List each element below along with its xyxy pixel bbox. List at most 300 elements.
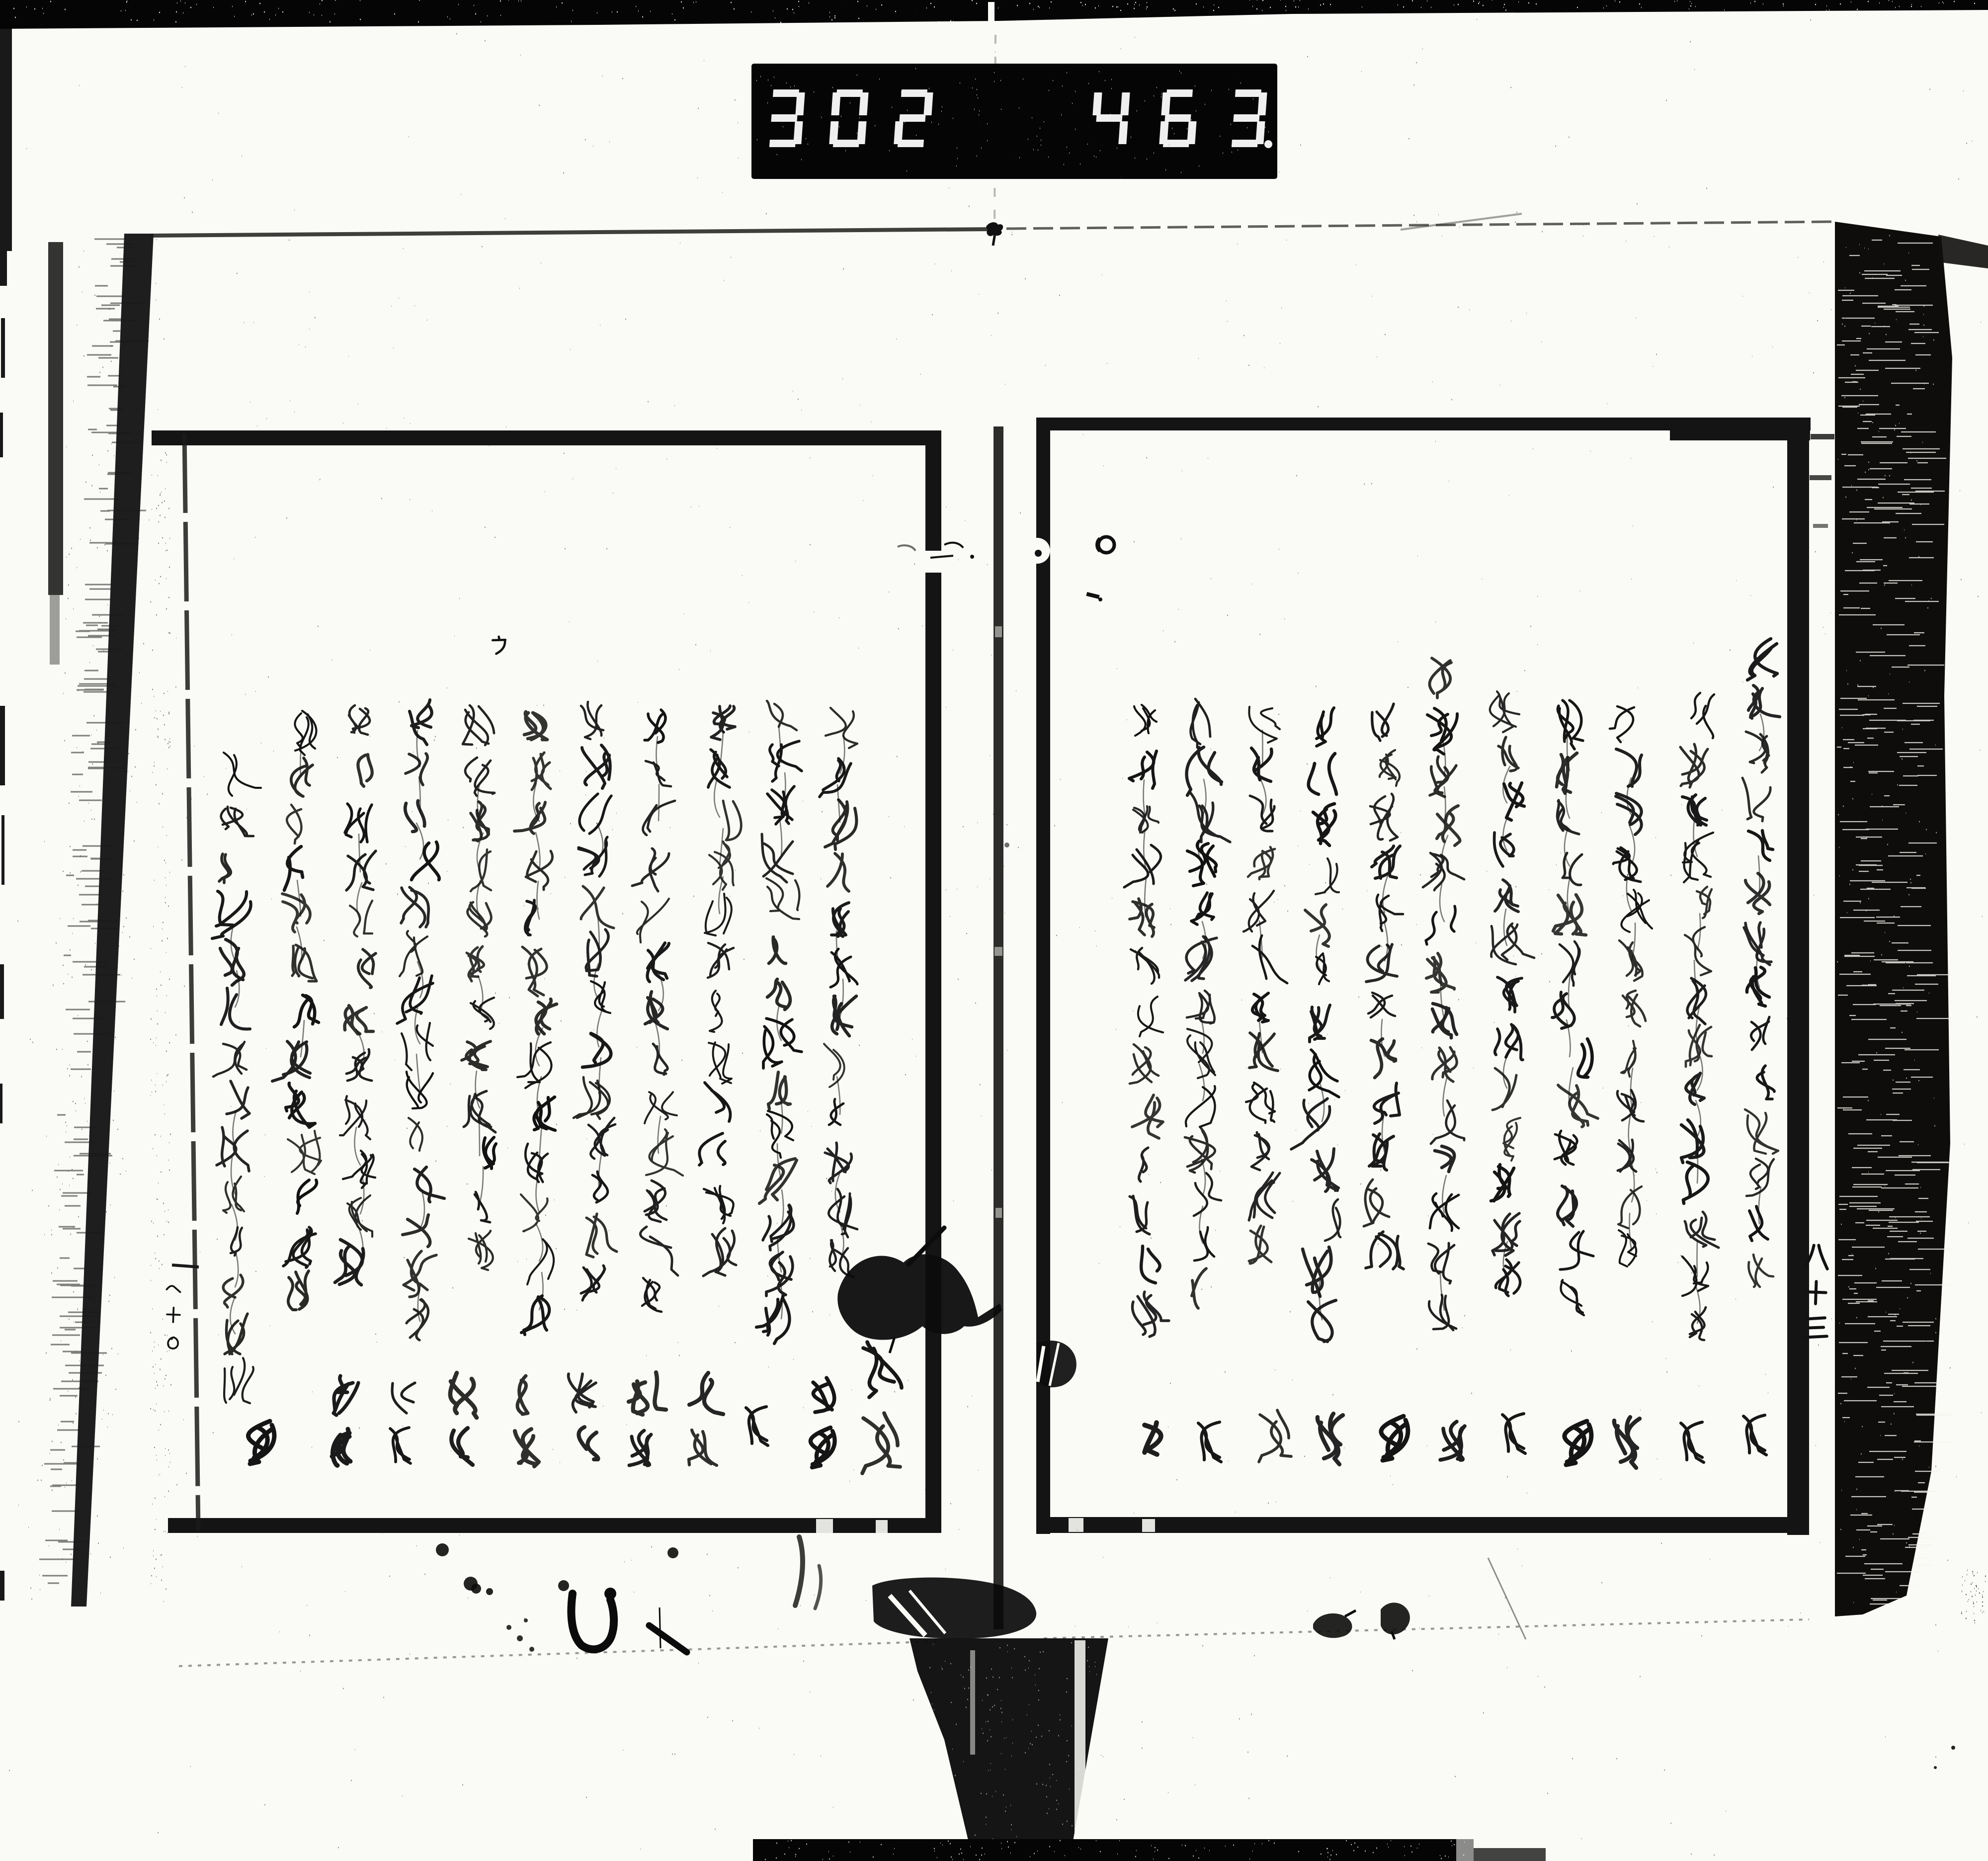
corner-dribble — [795, 1537, 803, 1606]
book-fore-edge-texture — [1835, 222, 1988, 1616]
digit-segment — [1096, 114, 1122, 122]
digit-segment — [1164, 114, 1191, 122]
calligraphy-character — [1747, 967, 1769, 1006]
calligraphy-character — [1495, 880, 1518, 912]
left-edge-strip — [1, 815, 4, 885]
calligraphy-character — [213, 1042, 247, 1077]
calligraphy-character — [1249, 1226, 1271, 1264]
calligraphy-character — [1243, 891, 1274, 931]
calligraphy-character — [1132, 1095, 1163, 1138]
calligraphy-character — [409, 1118, 422, 1151]
calligraphy-character — [350, 901, 372, 936]
calligraphy-character — [1685, 927, 1711, 975]
calligraphy-character — [358, 949, 376, 988]
signature-glyph — [392, 1383, 415, 1413]
calligraphy-character — [526, 851, 553, 890]
calligraphy-character — [536, 999, 557, 1034]
digit-segment — [1118, 121, 1128, 144]
calligraphy-character — [581, 886, 614, 928]
margin-scribble-character — [168, 1337, 178, 1349]
cursive-connector — [1630, 826, 1635, 863]
calligraphy-character — [646, 761, 671, 786]
signature-glyph — [746, 1407, 768, 1445]
spine-dark-bar — [71, 234, 154, 1607]
calligraphy-character — [231, 1227, 242, 1256]
calligraphy-character — [1186, 1086, 1215, 1127]
calligraphy-character — [1558, 1085, 1598, 1127]
cursive-connector — [1569, 972, 1571, 1009]
calligraphy-character — [832, 996, 856, 1036]
margin-scribble-character-stroke — [168, 1337, 178, 1349]
calligraphy-character — [1683, 1162, 1708, 1203]
calligraphy-character — [1130, 899, 1154, 936]
calligraphy-character — [534, 1097, 555, 1130]
ura-section-marker-stroke — [496, 640, 505, 654]
cursive-connector — [1199, 1064, 1204, 1100]
calligraphy-character — [221, 807, 253, 836]
margin-scribble-character-stroke — [166, 1286, 180, 1292]
calligraphy-character — [582, 745, 610, 788]
calligraphy-character — [592, 1172, 608, 1202]
calligraphy-character — [1192, 1269, 1206, 1308]
cursive-connector — [479, 1119, 480, 1156]
calligraphy-character — [1309, 754, 1336, 794]
digit-segment — [898, 140, 924, 147]
calligraphy-character — [1495, 1024, 1523, 1060]
calligraphy-character — [1687, 978, 1706, 1024]
signature-glyph — [813, 1378, 834, 1412]
calligraphy-character — [820, 759, 851, 797]
closing-signature-glyph — [862, 1413, 900, 1473]
calligraphy-character — [463, 705, 494, 745]
ink-dot — [517, 1635, 523, 1641]
calligraphy-character — [1250, 796, 1274, 831]
hairline-mark — [660, 1607, 661, 1648]
counter-decimal-dot — [1264, 140, 1272, 148]
calligraphy-character — [762, 834, 793, 882]
calligraphy-character — [1490, 691, 1519, 732]
calligraphy-character — [1316, 953, 1329, 984]
calligraphy-character — [1132, 1292, 1169, 1337]
ink-dot — [529, 1647, 534, 1652]
calligraphy-character — [648, 943, 669, 982]
calligraphy-character — [582, 1033, 611, 1067]
ink-dot — [667, 1547, 678, 1558]
frame-gap — [1142, 1519, 1155, 1532]
ink-dot — [486, 1588, 493, 1595]
calligraphy-character — [1683, 833, 1713, 882]
calligraphy-character — [221, 988, 250, 1029]
margin-scribble-character — [167, 1308, 180, 1322]
calligraphy-character — [1134, 705, 1157, 736]
calligraphy-character — [828, 853, 849, 891]
calligraphy-character — [514, 802, 545, 834]
diagonal-blot — [649, 1625, 687, 1652]
calligraphy-character — [1751, 1017, 1769, 1050]
cursive-connector — [354, 1127, 360, 1165]
calligraphy-character — [294, 995, 319, 1027]
folio-character-stroke — [1807, 1318, 1825, 1319]
calligraphy-character — [469, 1231, 493, 1270]
calligraphy-character — [1563, 853, 1582, 885]
calligraphy-character — [723, 801, 741, 840]
calligraphy-character — [705, 1083, 731, 1121]
ink-dot — [471, 1584, 481, 1594]
calligraphy-character — [1561, 1280, 1584, 1315]
cursive-connector — [1504, 909, 1507, 945]
cursive-connector — [416, 1054, 420, 1090]
calligraphy-character — [1492, 1068, 1516, 1110]
calligraphy-character — [1251, 748, 1272, 781]
calligraphy-character — [1372, 704, 1394, 741]
signature-glyph — [451, 1428, 473, 1465]
gutter-highlight — [995, 626, 1002, 637]
calligraphy-character — [525, 900, 536, 935]
calligraphy-character — [645, 992, 667, 1029]
calligraphy-character — [580, 794, 611, 834]
calligraphy-character — [225, 1314, 248, 1354]
calligraphy-character — [1748, 831, 1773, 860]
calligraphy-character — [227, 1081, 249, 1118]
digit-segment — [1159, 121, 1168, 144]
ink-dot — [436, 1543, 449, 1556]
ink-dot — [1934, 1766, 1937, 1769]
calligraphy-character — [1681, 1120, 1704, 1163]
signature-glyph — [1614, 1417, 1640, 1468]
book-gutter — [994, 35, 1009, 1629]
calligraphy-character — [335, 1240, 363, 1285]
calligraphy-character — [756, 1296, 790, 1344]
calligraphy-character — [1435, 1146, 1454, 1172]
calligraphy-character — [517, 1042, 552, 1088]
calligraphy-character — [574, 1077, 610, 1119]
calligraphy-character — [297, 1180, 317, 1213]
calligraphy-character — [1691, 693, 1714, 738]
calligraphy-character — [1372, 846, 1400, 878]
calligraphy-character — [220, 939, 244, 985]
bottom-shadow-mass — [753, 1578, 1546, 1861]
calligraphy-character — [412, 842, 439, 880]
calligraphy-character — [410, 700, 432, 745]
calligraphy-character — [1374, 1083, 1400, 1123]
calligraphy-character — [1310, 1005, 1330, 1042]
calligraphy-character — [1309, 1050, 1339, 1097]
fore-edge-margin-tick — [1813, 524, 1828, 528]
calligraphy-character — [1303, 1247, 1331, 1296]
gutter-highlight — [994, 947, 1002, 956]
calligraphy-character — [1742, 778, 1770, 821]
calligraphy-character — [1429, 1295, 1456, 1330]
calligraphy-character — [586, 930, 608, 976]
calligraphy-character — [224, 1358, 253, 1403]
right-frame-right — [1787, 418, 1809, 1535]
left-edge-strip — [0, 1084, 2, 1123]
calligraphy-character — [831, 903, 849, 936]
calligraphy-character — [1249, 1033, 1278, 1071]
cursive-connector — [235, 1251, 238, 1287]
calligraphy-character — [1428, 1243, 1454, 1283]
calligraphy-character — [1504, 783, 1524, 820]
calligraphy-character — [358, 755, 372, 786]
digit-segment — [773, 89, 799, 97]
binding-hole-dot — [1035, 550, 1042, 557]
signature-glyph — [332, 1429, 350, 1465]
calligraphy-character — [581, 702, 603, 739]
calligraphy-character — [405, 801, 424, 832]
calligraphy-character — [1130, 1044, 1159, 1084]
cursive-connector — [1262, 730, 1263, 767]
book-top-edge — [149, 229, 992, 236]
calligraphy-character — [1187, 841, 1216, 886]
margin-tick — [172, 1265, 199, 1267]
calligraphy-character — [1248, 847, 1275, 879]
calligraphy-character — [521, 1194, 548, 1231]
calligraphy-character — [1305, 905, 1329, 946]
signature-glyph — [1318, 1414, 1343, 1464]
digit-segment — [1187, 121, 1196, 144]
calligraphy-character — [708, 943, 734, 978]
calligraphy-character — [295, 711, 316, 755]
calligraphy-character — [1191, 699, 1210, 748]
calligraphy-character — [286, 1083, 315, 1127]
calligraphy-character — [769, 937, 786, 963]
calligraphy-character — [1368, 993, 1395, 1017]
digit-segment — [1232, 140, 1258, 147]
calligraphy-character — [632, 848, 669, 891]
signature-glyph — [1681, 1422, 1704, 1462]
calligraphy-character — [287, 805, 301, 844]
calligraphy-character — [586, 1214, 617, 1257]
calligraphy-character — [1430, 757, 1456, 797]
calligraphy-character — [1366, 944, 1397, 982]
signature-glyph — [811, 1428, 835, 1467]
ink-dot — [1951, 1746, 1955, 1750]
signature-glyph — [450, 1373, 477, 1418]
u-blot-head — [604, 1588, 616, 1600]
calligraphy-character — [484, 1137, 496, 1169]
calligraphy-character — [400, 931, 427, 976]
calligraphy-character — [1429, 658, 1451, 698]
cursive-connector — [781, 1190, 783, 1226]
calligraphy-character — [1133, 806, 1159, 833]
calligraphy-character — [524, 712, 547, 740]
calligraphy-character — [640, 1227, 678, 1275]
small-dash — [1086, 592, 1099, 599]
calligraphy-character — [1621, 890, 1652, 932]
ink-marks-smudges — [166, 537, 1986, 1769]
calligraphy-character — [826, 708, 857, 748]
calligraphy-character — [284, 846, 303, 890]
left-edge-strip — [0, 706, 5, 785]
ink-dot — [558, 1580, 569, 1591]
small-dot — [1098, 597, 1102, 601]
calligraphy-character — [288, 1131, 321, 1174]
ink-blot-drip — [890, 1337, 895, 1353]
gutter-top-scribble — [993, 234, 995, 246]
calligraphy-character — [767, 786, 794, 824]
digit-segment — [1233, 114, 1259, 122]
cursive-connector — [658, 1116, 661, 1153]
calligraphy-character — [349, 705, 370, 735]
calligraphy-character — [1682, 1257, 1708, 1296]
ink-dot — [1913, 1514, 1919, 1520]
folio-character-stroke — [1819, 1245, 1827, 1269]
frame-gap — [876, 1520, 888, 1533]
calligraphy-character — [344, 1006, 373, 1034]
calligraphy-character — [1191, 793, 1230, 842]
calligraphy-character — [467, 946, 484, 981]
digit-segment — [1092, 92, 1102, 115]
film-left-edge — [0, 0, 12, 1601]
cursive-connector — [1443, 1078, 1447, 1116]
gutter-highlight — [995, 1208, 1002, 1218]
digit-segment — [859, 92, 868, 115]
calligraphy-character — [1497, 977, 1522, 1012]
calligraphy-character — [637, 899, 669, 942]
digit-segment — [1120, 92, 1130, 115]
cursive-connector — [720, 829, 723, 865]
calligraphy-character — [1325, 1199, 1340, 1241]
signature-glyph — [1381, 1416, 1408, 1460]
gutter-dot — [1004, 843, 1009, 847]
calligraphy-character — [646, 1129, 683, 1176]
digit-segment — [771, 114, 797, 122]
calligraphy-character — [292, 945, 317, 981]
calligraphy-character — [645, 1181, 666, 1222]
calligraphy-character — [1252, 993, 1268, 1022]
cursive-connector — [1697, 1241, 1698, 1276]
calligraphy-character — [532, 753, 551, 790]
left-page-crease-band — [150, 440, 171, 1602]
calligraphy-character — [406, 754, 427, 785]
calligraphy-character — [525, 1144, 548, 1182]
calligraphy-character — [1616, 749, 1642, 786]
calligraphy-character — [343, 1151, 375, 1188]
cursive-connector — [719, 877, 723, 914]
calligraphy-character — [1553, 895, 1586, 935]
calligraphy-character — [709, 1042, 732, 1084]
calligraphy-character — [1746, 732, 1769, 772]
right-edge-noise-cluster — [1961, 1570, 1986, 1623]
calligraphy-character — [705, 894, 732, 935]
calligraphy-character — [1578, 1039, 1592, 1077]
film-top-band — [0, 0, 1988, 29]
calligraphy-character — [1560, 1231, 1593, 1269]
calligraphy-character — [1757, 1066, 1774, 1099]
signature-glyph — [1198, 1422, 1221, 1462]
calligraphy-character — [1745, 873, 1770, 914]
book-spine-texture — [28, 234, 160, 1607]
calligraphy-character — [581, 1266, 605, 1300]
calligraphy-character — [1380, 750, 1400, 786]
calligraphy-character — [1366, 1232, 1404, 1269]
signature-glyph — [1259, 1410, 1291, 1462]
calligraphy-character — [1138, 997, 1163, 1036]
signature-glyph — [333, 1376, 358, 1415]
calligraphy-character — [1748, 685, 1780, 718]
calligraphy-character — [1749, 1206, 1768, 1241]
left-frame-left — [184, 433, 198, 1531]
calligraphy-character — [282, 894, 310, 932]
calligraphy-character — [1185, 1128, 1215, 1173]
calligraphy-character — [1619, 1230, 1636, 1267]
digit-segment — [1235, 89, 1261, 97]
calligraphy-character — [1185, 936, 1217, 981]
left-frame-top — [152, 430, 941, 445]
signature-glyph — [1440, 1422, 1465, 1460]
signature-glyph — [629, 1431, 651, 1465]
fore-edge-margin-dash — [1811, 434, 1834, 439]
signature-glyph — [390, 1428, 411, 1463]
calligraphy-character — [1685, 1212, 1719, 1248]
signature-glyph — [517, 1376, 528, 1414]
calligraphy-character — [1370, 794, 1398, 841]
signature-glyph — [1502, 1414, 1525, 1453]
calligraphy-character — [645, 710, 665, 743]
signature-glyph — [689, 1430, 717, 1465]
calligraphy-character — [403, 1215, 430, 1247]
calligraphy-character — [1555, 1131, 1577, 1165]
fore-edge-margin-dash — [1810, 475, 1831, 480]
cursive-connector — [780, 820, 782, 855]
calligraphy-character — [1697, 887, 1712, 918]
calligraphy-character — [1139, 1148, 1148, 1182]
calligraphy-character — [1503, 1118, 1520, 1161]
cursive-connector — [1566, 781, 1570, 818]
calligraphy-character — [1313, 804, 1335, 846]
frame-counter-display — [751, 64, 1277, 179]
calligraphy-character — [766, 878, 799, 919]
corner-dribble — [815, 1566, 821, 1608]
calligraphy-character — [1748, 1255, 1773, 1287]
calligraphy-character — [824, 1044, 844, 1087]
right-page-signatures — [1145, 1410, 1766, 1468]
cursive-connector — [1630, 1213, 1632, 1251]
calligraphy-character — [1124, 845, 1161, 887]
ink-blot — [837, 1254, 1002, 1340]
folio-character-stroke — [1816, 1281, 1817, 1304]
calligraphy-character — [1249, 707, 1280, 743]
left-page-frame — [152, 430, 943, 1533]
left-edge-strip — [0, 251, 7, 286]
cursive-connector — [1440, 884, 1444, 922]
gutter-center-line — [994, 426, 1003, 1629]
folio-character-stroke — [1805, 1336, 1827, 1337]
calligraphy-character — [527, 1239, 554, 1284]
calligraphy-character — [828, 1189, 857, 1237]
cursive-connector — [536, 1223, 543, 1261]
calligraphy-character — [1498, 737, 1518, 771]
calligraphy-character — [642, 1278, 662, 1312]
hole-ring-mark — [1098, 537, 1114, 553]
calligraphy-character — [223, 1177, 244, 1213]
calligraphy-character — [414, 1167, 444, 1202]
calligraphy-character — [468, 902, 492, 936]
ura-section-marker — [493, 637, 505, 654]
calligraphy-character — [475, 1192, 490, 1222]
calligraphy-character — [1610, 706, 1634, 742]
signature-glyph — [569, 1374, 596, 1412]
right-page-calligraphy — [1124, 639, 1780, 1342]
signature-glyph — [248, 1421, 274, 1464]
calligraphy-character — [1745, 1109, 1778, 1154]
calligraphy-character — [1558, 700, 1583, 749]
calligraphy-character — [1377, 895, 1403, 931]
frame-gap — [816, 1519, 833, 1533]
calligraphy-character — [522, 947, 547, 996]
signature-glyph — [579, 1427, 598, 1459]
left-edge-strip — [1, 318, 5, 378]
